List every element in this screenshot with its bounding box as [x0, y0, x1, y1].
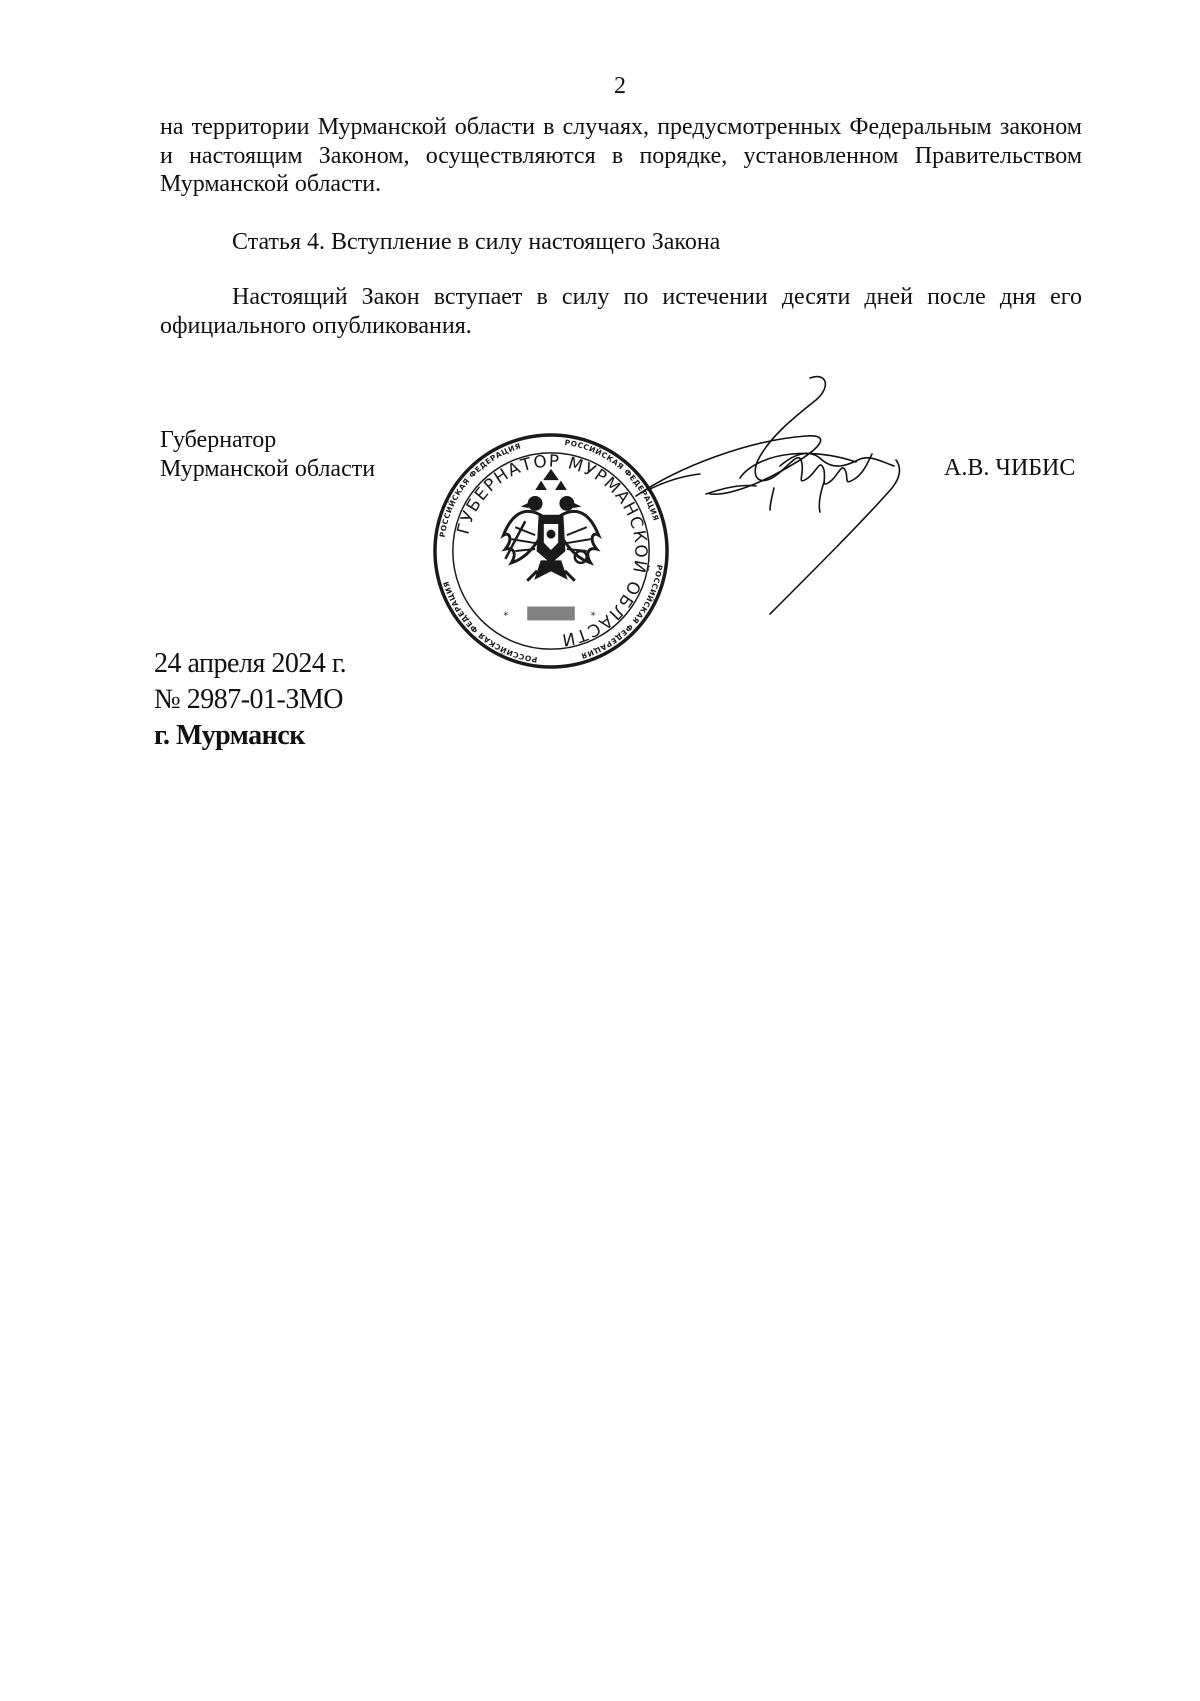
svg-text:РОССИЙСКАЯ ФЕДЕРАЦИЯ: РОССИЙСКАЯ ФЕДЕРАЦИЯ	[441, 579, 538, 665]
signatory-position-line-1: Губернатор	[160, 427, 277, 453]
registration-block	[154, 646, 346, 754]
article-4-text: Настоящий Закон вступает в силу по истечении десяти дней после дня его официального опубликования.	[160, 284, 1082, 339]
svg-text:РОССИЙСКАЯ ФЕДЕРАЦИЯ: РОССИЙСКАЯ ФЕДЕРАЦИЯ	[437, 441, 523, 538]
svg-text:ГУБЕРНАТОР МУРМАНСКОЙ ОБЛАСТИ: ГУБЕРНАТОР МУРМАНСКОЙ ОБЛАСТИ	[452, 450, 652, 651]
article-4-heading: Статья 4. Вступление в силу настоящего Закона	[232, 229, 721, 255]
page-number: 2	[614, 73, 626, 99]
signer-name: А.В. ЧИБИС	[944, 455, 1076, 481]
svg-text:РОССИЙСКАЯ ФЕДЕРАЦИЯ: РОССИЙСКАЯ ФЕДЕРАЦИЯ	[579, 564, 665, 661]
registration-number: № 2987-01-ЗМО	[154, 684, 344, 715]
signatory-position-line-2: Мурманской области	[160, 455, 376, 482]
double-headed-eagle-icon	[503, 470, 598, 581]
registration-date: 24 апреля 2024 г.	[154, 648, 347, 679]
registration-city: г. Мурманск	[154, 720, 305, 751]
seal-base-panel	[527, 607, 575, 621]
svg-text:*: *	[590, 610, 596, 622]
svg-text:*: *	[503, 610, 509, 622]
continuation-paragraph: на территории Мурманской области в случаях, предусмотренных Федеральным законом и настоящим Законом, осуществляются в порядке, установленном Правительством Мурманской области.	[160, 114, 1082, 197]
signatory-position	[160, 426, 375, 483]
handwritten-signature	[620, 370, 920, 640]
svg-text:РОССИЙСКАЯ ФЕДЕРАЦИЯ: РОССИЙСКАЯ ФЕДЕРАЦИЯ	[564, 437, 661, 523]
